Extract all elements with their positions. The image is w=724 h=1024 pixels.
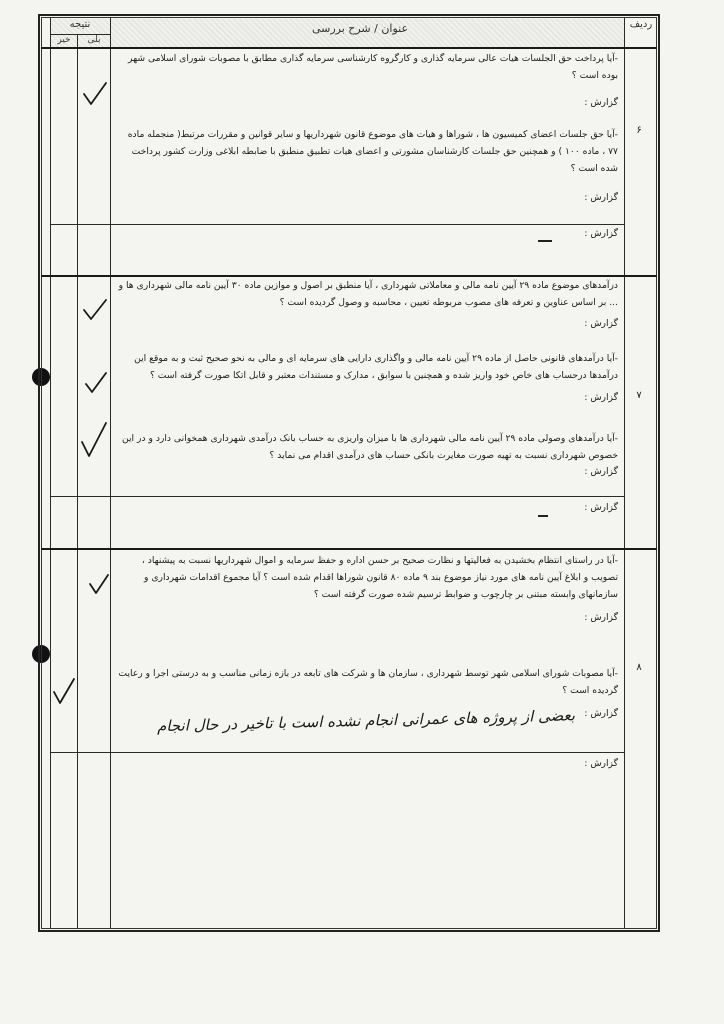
- sec7-report-line: [50, 496, 624, 497]
- check-mark-icon: [52, 676, 76, 706]
- sec6-report-line: [50, 224, 624, 225]
- check-mark-icon: [82, 80, 108, 108]
- header-row-col: ردیف: [629, 19, 653, 30]
- check-mark-icon: [80, 420, 108, 460]
- row-number-7: ۷: [636, 390, 642, 401]
- sec6-report-2: گزارش :: [584, 192, 618, 203]
- sec8-question-2: -آیا مصوبات شورای اسلامی شهر توسط شهرداری ، سازمان ها و شرکت های تابعه در بازه زمانی مناسب و به درستی اجرا و رعایت گردیده است ؟: [118, 668, 618, 696]
- sec7-report-2: گزارش :: [584, 392, 618, 403]
- sec7-general-report: گزارش :: [584, 502, 618, 513]
- header-yes: بلی: [87, 35, 101, 45]
- sec7-report-3: گزارش :: [584, 466, 618, 477]
- sec7-question-3: -آیا درآمدهای وصولی ماده ۲۹ آیین نامه مالی شهرداری ها با میزان واریزی به حساب بانک درآمدی شهرداری همخوانی دارد و در این خصوص شهرداری نسبت به تهیه صورت مغایرت بانکی حساب های درآمدی اقدام می نماید ؟: [122, 433, 618, 461]
- row-number-8: ۸: [636, 662, 642, 673]
- sec6-general-report: گزارش :: [584, 228, 618, 239]
- sec7-report-1: گزارش :: [584, 318, 618, 329]
- col-line-left: [50, 17, 51, 929]
- sec8-question-1: -آیا در راستای انتظام بخشیدن به فعالیتها و نظارت صحیح بر حسن اداره و حفظ سرمایه و اموال شهرداریها نسبت به پیشنهاد ، تصویب و ابلاغ آیین نامه های مورد نیاز موضوع بند ۹ ماده ۸۰ قانون شوراها اقدام شده است ؟ آیا مجموع اقدامات شهرداری و سازمانهای وابسته مبتنی بر چارچوب و ضوابط ترسیم شده صورت گرفته است ؟: [141, 555, 618, 600]
- sec6-question-2: -آیا حق جلسات اعضای کمیسیون ها ، شوراها و هیات های موضوع قانون شهرداریها و سایر قوانین و مقررات مرتبط( منجمله ماده ۷۷ ، ماده ۱۰۰ ) و همچنین حق جلسات کارشناسان مشورتی و اعضای هیات تطبیق منطبق با ضابطه ابلاغی وزارت کشور پرداخت شده است ؟: [127, 129, 618, 174]
- sec8-report-line: [50, 752, 624, 753]
- handwritten-note: بعضی از پروژه های عمرانی انجام نشده است با تاخیر در حال انجام: [156, 706, 576, 736]
- sec8-report-1: گزارش :: [584, 612, 618, 623]
- row-number-6: ۶: [636, 125, 642, 136]
- header-title: عنوان / شرح بررسی: [311, 22, 409, 35]
- col-line-row: [624, 17, 625, 929]
- col-line-yes: [110, 17, 111, 929]
- col-line-no: [77, 34, 78, 929]
- sec6-dash-mark: [538, 240, 552, 242]
- header-bottom: [41, 47, 657, 49]
- sec6-question-1: -آیا پرداخت حق الجلسات هیات عالی سرمایه گذاری و کارگروه کارشناسی سرمایه گذاری مطابق با مصوبات شورای اسلامی شهر بوده است ؟: [128, 53, 618, 81]
- sec7-bottom: [41, 548, 657, 550]
- sec7-question-1: درآمدهای موضوع ماده ۲۹ آیین نامه مالی و معاملاتی شهرداری ، آیا منطبق بر اصول و موازین ماده ۳۰ آیین نامه مالی شهرداری ها و ... بر اساس عناوین و تعرفه های مصوب مربوطه تعیین ، محاسبه و وصول گردیده است ؟: [118, 280, 618, 308]
- sec7-dash-mark: [538, 515, 548, 517]
- check-mark-icon: [88, 572, 110, 596]
- header-result: نتیجه: [69, 19, 91, 30]
- check-mark-icon: [84, 370, 108, 396]
- sec8-general-report: گزارش :: [584, 758, 618, 769]
- sec8-report-2: گزارش :: [584, 708, 618, 719]
- check-mark-icon: [82, 297, 108, 323]
- sec7-question-2: -آیا درآمدهای قانونی حاصل از ماده ۲۹ آیین نامه مالی و واگذاری دارایی های سرمایه ای و مالی به نحو صحیح ثبت و به موقع این درآمدها درحساب های خاص خود واریز شده و همچنین با سوابق ، مدارک و مستندات معتبر و قابل اتکا صورت گرفته است ؟: [134, 353, 618, 381]
- sec6-report-1: گزارش :: [584, 97, 618, 108]
- header-no: خیر: [57, 35, 71, 45]
